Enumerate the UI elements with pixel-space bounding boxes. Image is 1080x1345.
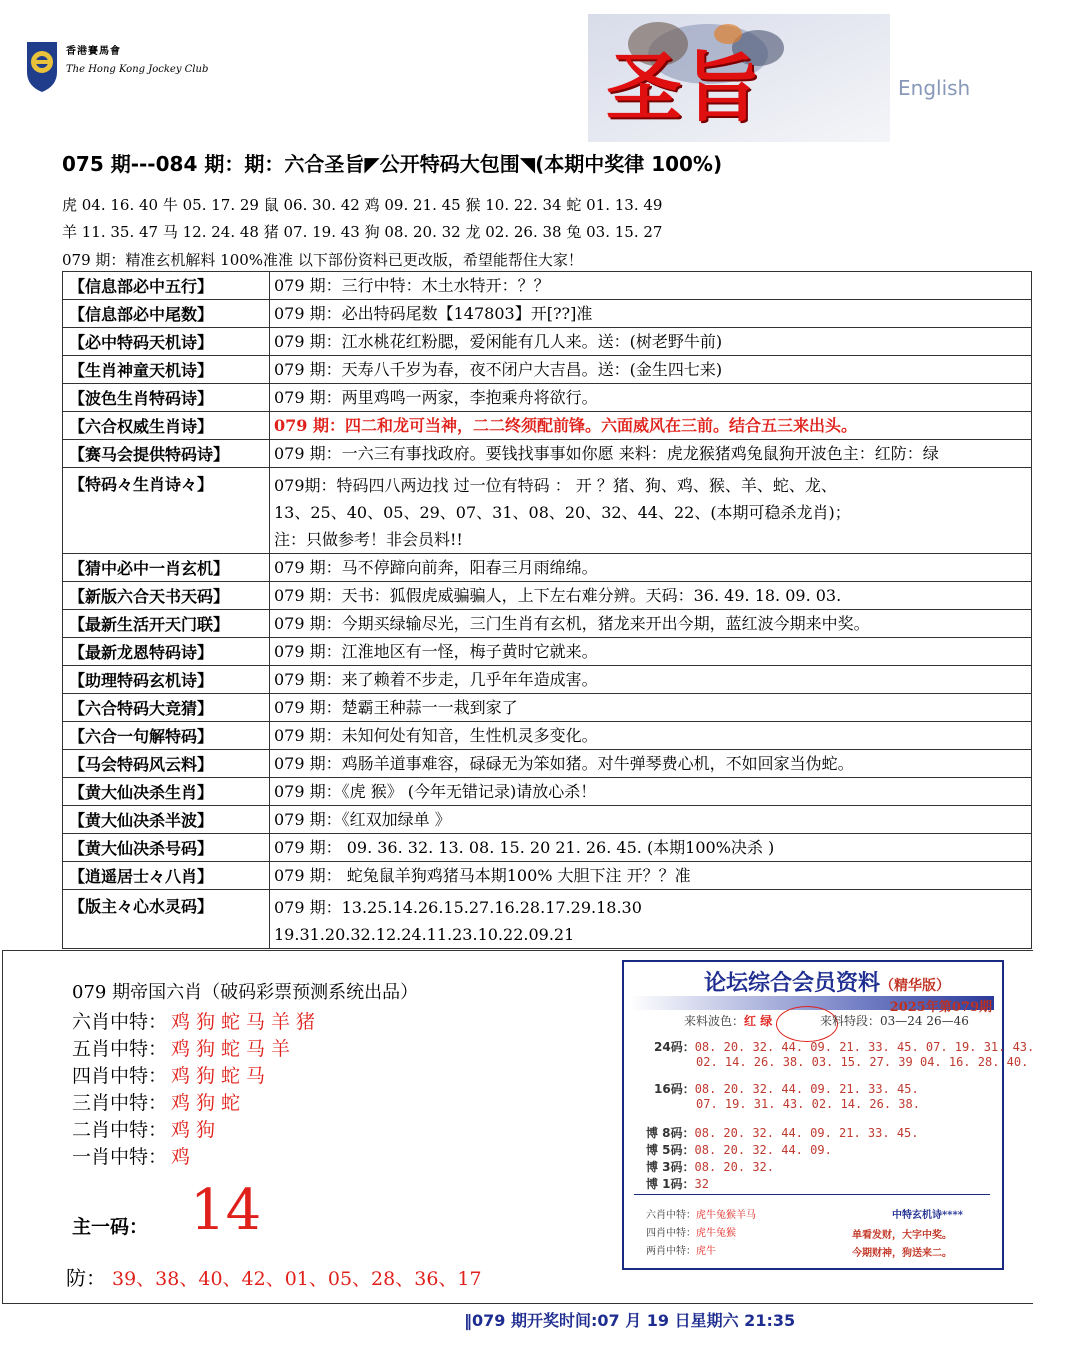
code-group-24: 24码：08. 20. 32. 44. 09. 21. 33. 45. 07. 19. 31. 43. — [654, 1040, 1035, 1054]
tip-row — [63, 890, 1032, 949]
tip-value — [270, 890, 1032, 949]
tip-row — [63, 440, 1032, 468]
card-title: 论坛综合会员资料（精华版） — [704, 970, 951, 996]
intro-text: 079 期：精准玄机解料 100%准准 以下部份资料已更改版，希望能帮住大家！ — [62, 251, 583, 269]
tip-row — [63, 554, 1032, 582]
tip-label: 【逍遥居士々八肖】 — [63, 862, 270, 890]
tip-row — [63, 610, 1032, 638]
tip-row — [63, 666, 1032, 694]
code-group-3: 博 3码：08. 20. 32. — [646, 1160, 775, 1174]
tip-row — [63, 328, 1032, 356]
tip-value: 079 期：今期买绿输尽光，三门生肖有玄机，猪龙来开出今期，蓝红波今期来中奖。 — [270, 610, 1032, 638]
tip-row — [63, 862, 1032, 890]
tip-label: 【赛马会提供特码诗】 — [63, 440, 270, 468]
tip-label: 【最新龙恩特码诗】 — [63, 638, 270, 666]
tip-row — [63, 834, 1032, 862]
tip-value: 079 期：天寿八千岁为春，夜不闭户大吉昌。送：(金生四七来) — [270, 356, 1032, 384]
card-period: 2025年第079期 — [889, 1000, 992, 1015]
tip-value: 079 期：江淮地区有一怪，梅子黄时它就来。 — [270, 638, 1032, 666]
jockey-club-emblem-icon — [25, 38, 59, 94]
tip-label: 【信息部必中五行】 — [63, 272, 270, 300]
tip-value: 079 期： 蛇兔鼠羊狗鸡猪马本期100% 大胆下注 开？？准 — [270, 862, 1032, 890]
tip-label: 【版主々心水灵码】 — [63, 890, 270, 949]
tip-row — [63, 722, 1032, 750]
tip-value: 079 期：天书：狐假虎威骗骗人，上下左右难分辨。天码：36. 49. 18. 09. 03. — [270, 582, 1032, 610]
tip-label: 【信息部必中尾数】 — [63, 300, 270, 328]
code-group-16: 16码：08. 20. 32. 44. 09. 21. 33. 45. — [654, 1082, 919, 1096]
tip-row — [63, 300, 1032, 328]
zodiac-number-line: 虎 04. 16. 40 牛 05. 17. 29 鼠 06. 30. 42 鸡 09. 21. 45 猴 10. 22. 34 蛇 01. 13. 49 — [62, 196, 663, 214]
card-divider — [634, 1194, 990, 1195]
tip-value: 079 期：《红双加绿单 》 — [270, 806, 1032, 834]
tip-value — [270, 468, 1032, 554]
tip-label: 【黄大仙决杀生肖】 — [63, 778, 270, 806]
code-group-1: 博 1码：32 — [646, 1177, 709, 1191]
tip-row — [63, 778, 1032, 806]
main-code-number: 14 — [190, 1178, 262, 1243]
tip-value: 079 期： 09. 36. 32. 13. 08. 15. 20 21. 26. 45. (本期100%决杀 ) — [270, 834, 1032, 862]
code-group-16-line2: 07. 19. 31. 43. 02. 14. 26. 38. — [696, 1097, 920, 1111]
tip-value: 079 期：三行中特：木土水特开：？？ — [270, 272, 1032, 300]
tip-value: 079 期：楚霸王种蒜一一栽到家了 — [270, 694, 1032, 722]
mini-six-zodiac: 六肖中特：虎牛兔猴羊马 — [646, 1210, 756, 1221]
english-link[interactable]: English — [898, 76, 971, 100]
mini-four-zodiac: 四肖中特：虎牛兔猴 — [646, 1228, 736, 1239]
tip-label: 【助理特码玄机诗】 — [63, 666, 270, 694]
mini-poem-title: 中特玄机诗**** — [892, 1210, 963, 1221]
logo-cn-text: 香港賽馬會 — [66, 46, 121, 57]
tip-value: 079 期：必出特码尾数【147803】开[??]准 — [270, 300, 1032, 328]
headline: 075 期---084 期：期：六合圣旨◤公开特码大包围◥(本期中奖律 100%) — [62, 152, 723, 176]
code-group-5: 博 5码：08. 20. 32. 44. 09. — [646, 1143, 832, 1157]
tip-row — [63, 806, 1032, 834]
tip-label: 【黄大仙决杀半波】 — [63, 806, 270, 834]
card-segment: 来料特段：03—24 26—46 — [820, 1014, 969, 1028]
tip-row — [63, 356, 1032, 384]
tip-value-line: 079期：特码四八两边找 过一位有特码 ： 开 ？猪、狗、鸡、猴、羊、蛇、龙、 — [274, 476, 837, 495]
tip-value-line: 注：只做参考！非会员料!! — [274, 530, 463, 549]
tip-label: 【六合权威生肖诗】 — [63, 412, 270, 440]
tip-label: 【马会特码风云料】 — [63, 750, 270, 778]
tip-value: 079 期：《虎 猴》 (今年无错记录)请放心杀！ — [270, 778, 1032, 806]
two-zodiac-row: 二肖中特： 鸡狗 — [72, 1119, 222, 1141]
tip-label: 【波色生肖特码诗】 — [63, 384, 270, 412]
tip-value: 079 期：来了赖着不步走，几乎年年造成害。 — [270, 666, 1032, 694]
tips-table — [62, 271, 1032, 949]
three-zodiac-row: 三肖中特： 鸡狗蛇 — [72, 1092, 247, 1114]
tip-value: 079 期：一六三有事找政府。要钱找事事如你愿 来料：虎龙猴猪鸡兔鼠狗开波色主：红防：绿 — [270, 440, 1032, 468]
tip-label: 【六合特码大竞猜】 — [63, 694, 270, 722]
five-zodiac-row: 五肖中特： 鸡狗蛇马羊 — [72, 1038, 297, 1060]
tip-row — [63, 468, 1032, 554]
tip-row — [63, 582, 1032, 610]
tip-row — [63, 750, 1032, 778]
one-zodiac-row: 一肖中特： 鸡 — [72, 1146, 197, 1168]
banner-title: 圣旨 — [606, 43, 762, 132]
six-zodiac-row: 六肖中特： 鸡狗蛇马羊猪 — [72, 1011, 322, 1033]
tip-row — [63, 272, 1032, 300]
code-group-8: 博 8码：08. 20. 32. 44. 09. 21. 33. 45. — [646, 1126, 919, 1140]
tip-row — [63, 694, 1032, 722]
draw-time: ‖079 期开奖时间:07 月 19 日星期六 21:35 — [464, 1311, 796, 1330]
code-group-24-line2: 02. 14. 26. 38. 03. 15. 27. 39 04. 16. 28. 40. — [696, 1055, 1029, 1069]
tip-value: 079 期：四二和龙可当神，二二终须配前锋。六面威风在三前。结合五三来出头。 — [270, 412, 1032, 440]
tip-value: 079 期：江水桃花红粉腮，爱闲能有几人来。送：(树老野牛前) — [270, 328, 1032, 356]
tip-value: 079 期：两里鸡鸣一两家，李抱乘舟将欲行。 — [270, 384, 1032, 412]
mini-poem-line: 今期财神，狗送来二。 — [852, 1248, 952, 1259]
four-zodiac-row: 四肖中特： 鸡狗蛇马 — [72, 1065, 272, 1087]
tip-label: 【猜中必中一肖玄机】 — [63, 554, 270, 582]
tip-label: 【必中特码天机诗】 — [63, 328, 270, 356]
zodiac-number-line: 羊 11. 35. 47 马 12. 24. 48 猪 07. 19. 43 狗 08. 20. 32 龙 02. 26. 38 兔 03. 15. 27 — [62, 223, 663, 241]
guard-numbers: 防： 39、38、40、42、01、05、28、36、17 — [66, 1266, 482, 1290]
tip-label: 【生肖神童天机诗】 — [63, 356, 270, 384]
tip-row — [63, 412, 1032, 440]
empire-title: 079 期帝国六肖（破码彩票预测系统出品） — [72, 982, 419, 1003]
tip-label: 【黄大仙决杀号码】 — [63, 834, 270, 862]
tip-value: 079 期：鸡肠羊道事难容，碌碌无为笨如猪。对牛弹琴费心机，不如回家当伪蛇。 — [270, 750, 1032, 778]
main-code-label: 主一码： — [72, 1216, 149, 1238]
tip-row — [63, 384, 1032, 412]
tip-row — [63, 638, 1032, 666]
card-wave-color: 来料波色：红 绿 — [684, 1014, 773, 1028]
logo-en-text: The Hong Kong Jockey Club — [66, 64, 209, 75]
tip-value: 079 期：未知何处有知音，生性机灵多变化。 — [270, 722, 1032, 750]
tip-value: 079 期：马不停蹄向前奔，阳春三月雨绵绵。 — [270, 554, 1032, 582]
tip-value-line: 079 期：13.25.14.26.15.27.16.28.17.29.18.30 — [274, 898, 642, 917]
tip-label: 【最新生活开天门联】 — [63, 610, 270, 638]
mini-poem-line: 单看发财，大字中奖。 — [852, 1230, 952, 1241]
tip-label: 【新版六合天书天码】 — [63, 582, 270, 610]
tip-label: 【特码々生肖诗々】 — [63, 468, 270, 554]
forum-member-card — [622, 960, 1035, 1270]
tip-value-line: 13、25、40、05、29、07、31、08、20、32、44、22、(本期可稳杀龙肖)； — [274, 503, 851, 522]
mini-two-zodiac: 两肖中特：虎牛 — [646, 1246, 716, 1257]
tip-label: 【六合一句解特码】 — [63, 722, 270, 750]
tip-value-line: 19.31.20.32.12.24.11.23.10.22.09.21 — [274, 925, 575, 944]
